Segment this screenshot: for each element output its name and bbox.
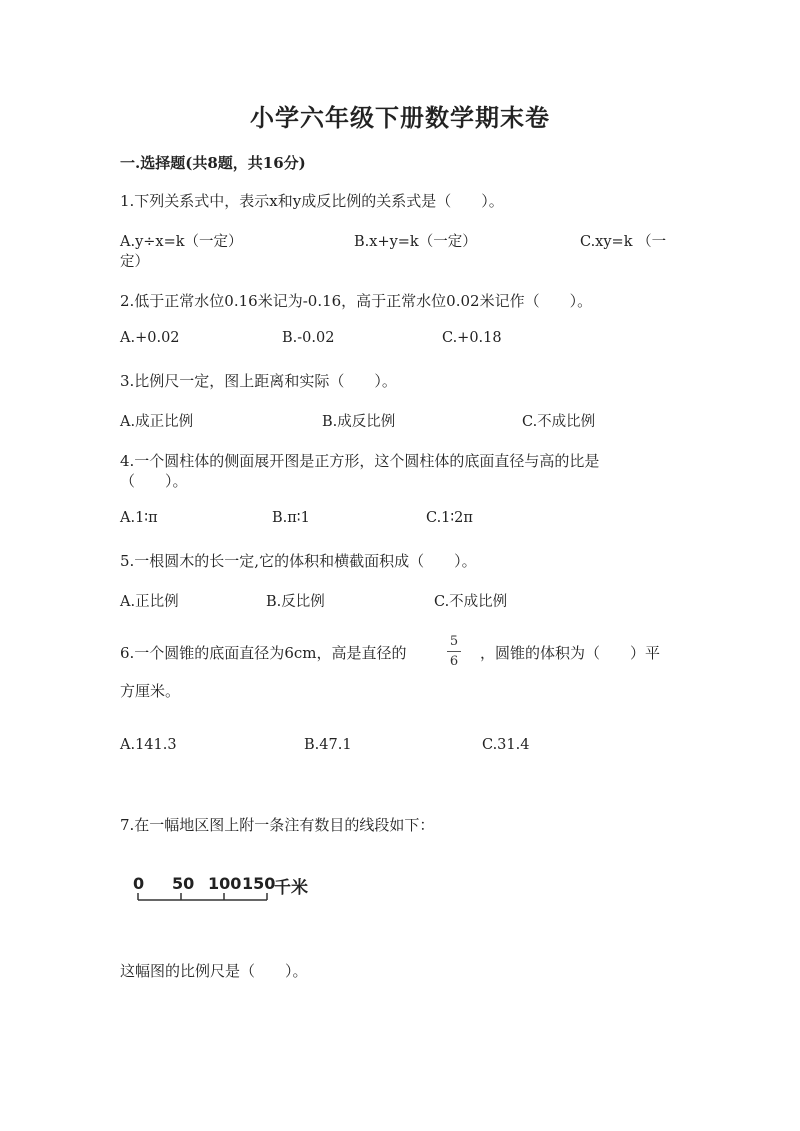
- page-title: 小学六年级下册数学期末卷: [250, 103, 550, 132]
- question-5-option-b: B.反比例: [266, 594, 325, 610]
- question-5-option-c: C.不成比例: [434, 594, 508, 610]
- question-6-stem-part1: 6.一个圆锥的底面直径为6cm，高是直径的: [120, 644, 407, 662]
- question-3-option-a: A.成正比例: [120, 414, 194, 430]
- fraction-bar: [447, 651, 461, 652]
- question-5-option-a: A.正比例: [120, 594, 179, 610]
- question-1-option-c: C.xy=k （一: [580, 234, 667, 250]
- question-1-stem: 1.下列关系式中，表示x和y成反比例的关系式是（ ）。: [120, 192, 504, 210]
- section-heading: 一.选择题(共8题，共16分): [120, 154, 306, 172]
- scale-label-50: 50: [172, 874, 195, 893]
- scale-label-100: 100: [208, 874, 242, 893]
- fraction-numerator: 5: [449, 634, 459, 649]
- question-4-stem: 4.一个圆柱体的侧面展开图是正方形，这个圆柱体的底面直径与高的比是: [120, 452, 600, 470]
- question-6-stem-cont: 方厘米。: [120, 682, 181, 700]
- scale-bar-figure: [130, 868, 330, 908]
- question-7-stem: 7.在一幅地区图上附一条注有数目的线段如下：: [120, 816, 435, 834]
- fraction-denominator: 6: [449, 654, 459, 669]
- question-5-stem: 5.一根圆木的长一定,它的体积和横截面积成（ ）。: [120, 552, 477, 570]
- question-1-option-b: B.x+y=k（一定）: [354, 234, 477, 250]
- question-2-option-c: C.+0.18: [442, 330, 502, 346]
- question-1-option-c-wrap: 定）: [120, 254, 149, 270]
- question-3-option-b: B.成反比例: [322, 414, 396, 430]
- fraction-five-sixths: [444, 633, 464, 670]
- question-2-stem: 2.低于正常水位0.16米记为-0.16，高于正常水位0.02米记作（ ）。: [120, 292, 593, 310]
- question-6-option-a: A.141.3: [120, 737, 177, 753]
- question-4-option-a: A.1∶π: [120, 510, 158, 526]
- question-6-option-b: B.47.1: [304, 737, 352, 753]
- question-3-option-c: C.不成比例: [522, 414, 596, 430]
- scale-label-150: 150: [242, 874, 276, 893]
- question-1-option-a: A.y÷x=k（一定）: [120, 234, 243, 250]
- scale-label-0: 0: [133, 874, 145, 893]
- question-6-option-c: C.31.4: [482, 737, 530, 753]
- scale-bar-line: [130, 890, 280, 904]
- scale-unit-label: 千米: [274, 878, 308, 898]
- question-4-stem-cont: （ ）。: [120, 472, 188, 490]
- question-3-stem: 3.比例尺一定，图上距离和实际（ ）。: [120, 372, 397, 390]
- question-7-after: 这幅图的比例尺是（ ）。: [120, 962, 308, 980]
- question-4-option-b: B.π∶1: [272, 510, 310, 526]
- question-6-stem-part2: ，圆锥的体积为（ ）平: [480, 644, 661, 662]
- question-2-option-b: B.-0.02: [282, 330, 335, 346]
- question-2-option-a: A.+0.02: [120, 330, 180, 346]
- question-4-option-c: C.1∶2π: [426, 510, 473, 526]
